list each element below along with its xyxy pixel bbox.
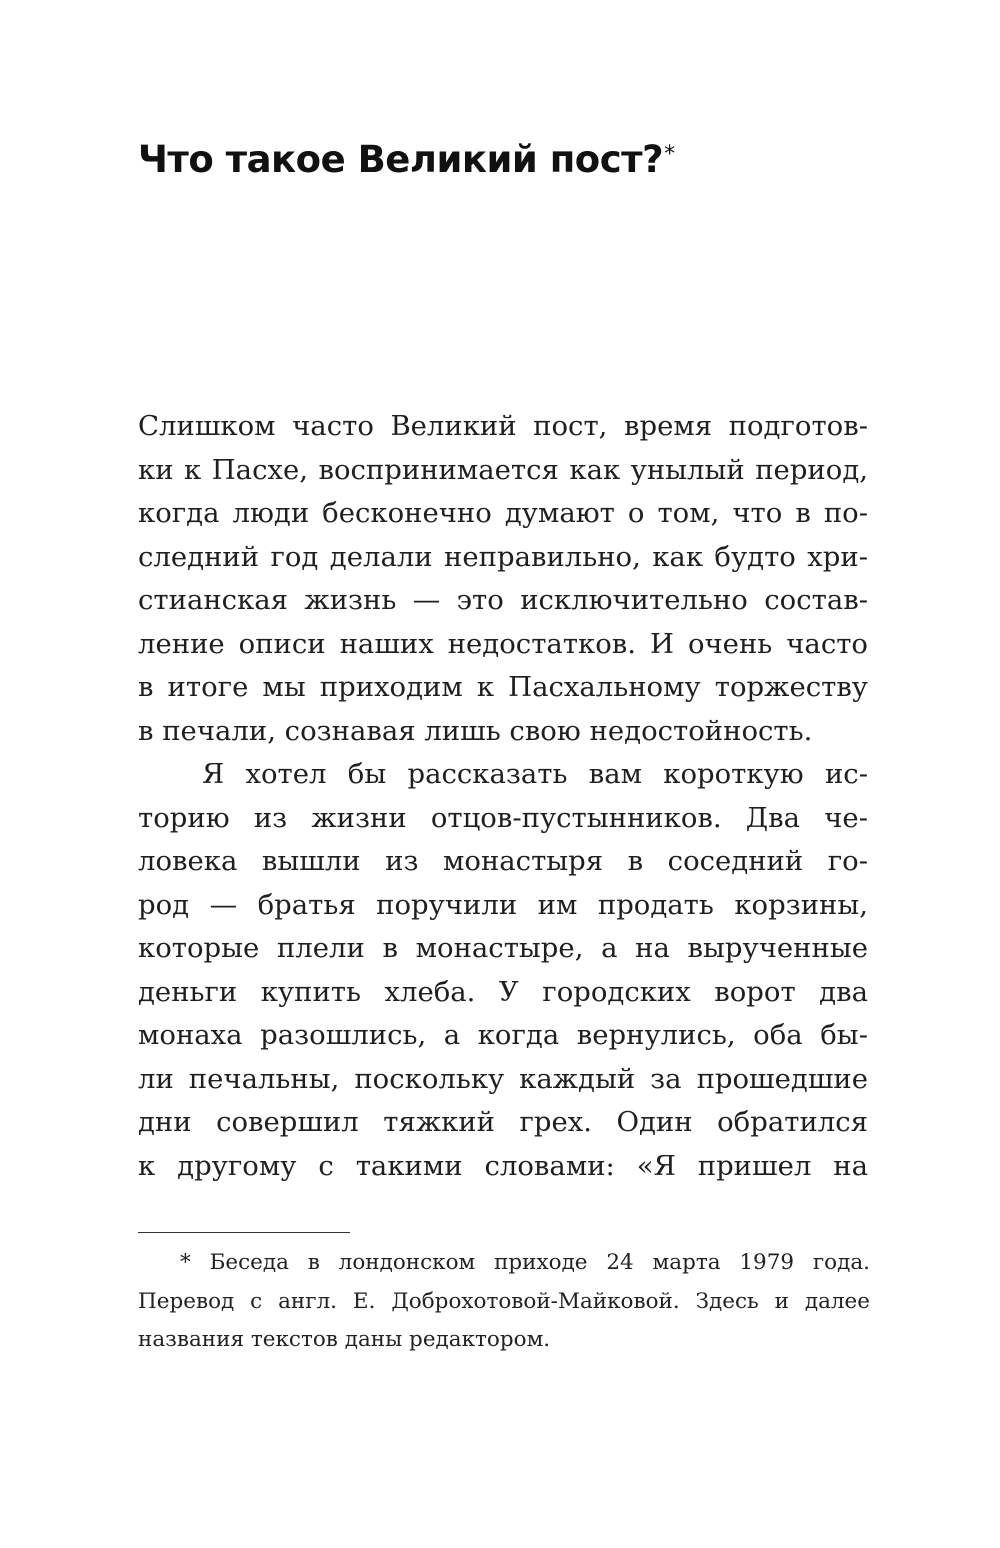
text-line: к другому с такими словами: «Я пришел на [138, 1149, 868, 1182]
chapter-title [138, 138, 675, 181]
text-line: которые плели в монастыре, а на вырученные [138, 932, 868, 964]
text-line: дни совершил тяжкий грех. Один обратился [138, 1106, 868, 1138]
paragraph-1 [138, 405, 868, 753]
text-line: ки к Пасхе, воспринимается как унылый период, [138, 453, 868, 486]
text-line: торию из жизни отцов-пустынников. Два че- [138, 801, 868, 834]
footnote-line: Перевод с англ. Е. Доброхотовой-Майковой. Здесь и далее [138, 1288, 870, 1314]
text-line: род — братья поручили им продать корзины, [138, 888, 868, 921]
text-line: ловека вышли из монастыря в соседний го- [138, 845, 868, 877]
footnote-line: * Беседа в лондонском приходе 24 марта 1979 года. [180, 1250, 870, 1275]
footnote-line: названия текстов даны редактором. [138, 1327, 551, 1352]
text-line: в итоге мы приходим к Пасхальному торжеству [138, 671, 868, 703]
chapter-title-text: Что такое Великий пост? [138, 138, 664, 181]
footnote [138, 1244, 870, 1360]
text-line: в печали, сознавая лишь свою недостойность. [138, 714, 813, 747]
text-line: стианская жизнь — это исключительно состав- [138, 584, 868, 616]
text-line: Я хотел бы рассказать вам короткую ис- [202, 758, 868, 790]
text-line: когда люди бесконечно думают о том, что в по- [138, 497, 868, 529]
text-line: ление описи наших недостатков. И очень часто [138, 627, 868, 660]
footnote-divider [138, 1232, 350, 1233]
body-text [138, 405, 868, 1188]
footnote-mark: * [664, 142, 675, 167]
text-line: Слишком часто Великий пост, время подготов- [138, 410, 868, 442]
text-line: деньги купить хлеба. У городских ворот два [138, 975, 868, 1008]
text-line: ли печальны, поскольку каждый за прошедшие [138, 1062, 868, 1095]
text-line: следний год делали неправильно, как будто хри- [138, 540, 868, 573]
paragraph-2 [138, 753, 868, 1188]
text-line: монаха разошлись, а когда вернулись, оба бы- [138, 1019, 868, 1051]
